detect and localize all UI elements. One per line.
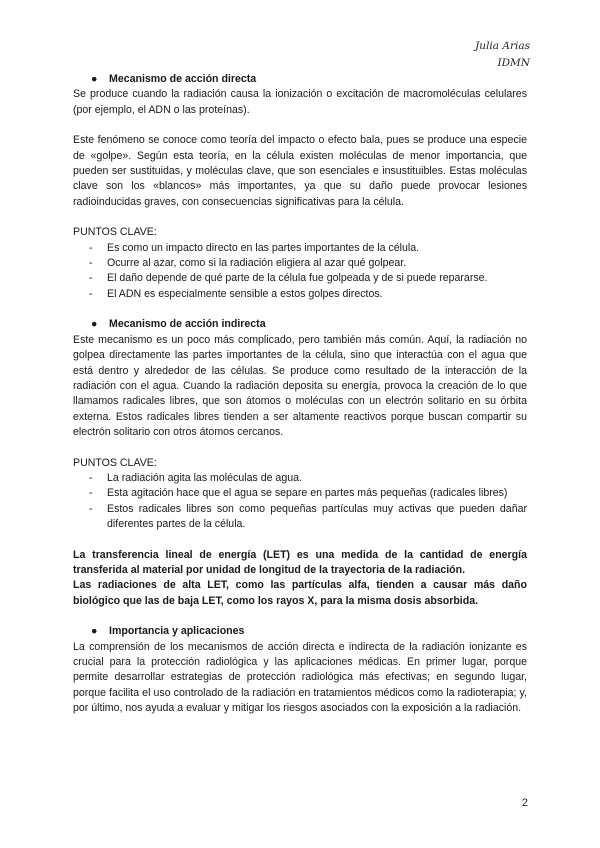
list-item: - Ocurre al azar, como si la radiación eligiera al azar qué golpear.	[89, 256, 527, 271]
list-item: - La radiación agita las moléculas de agua.	[89, 471, 527, 486]
subject-code: IDMN	[497, 57, 530, 69]
section-heading-direct: ● Mecanismo de acción directa	[91, 72, 527, 87]
page-header	[475, 38, 530, 72]
list-item: - Es como un impacto directo en las partes importantes de la célula.	[89, 241, 527, 256]
key-points-label: PUNTOS CLAVE:	[73, 456, 157, 469]
paragraph: Se produce cuando la radiación causa la ionización o excitación de macromoléculas celulares (por ejemplo, el ADN o las proteínas).	[73, 88, 527, 116]
bullet-icon: ●	[91, 318, 98, 331]
let-comparison: Las radiaciones de alta LET, como las partículas alfa, tienden a causar más daño biológico que las de baja LET, como los rayos X, para la misma dosis absorbida.	[73, 579, 527, 607]
list-item: - El daño depende de qué parte de la célula fue golpeada y de si puede repararse.	[89, 271, 527, 286]
paragraph: Este fenómeno se conoce como teoría del impacto o efecto bala, pues se produce una especie de «golpe». Según esta teoría, en la célula existen moléculas de menor importancia, que pueden ser sustituidas, y moléculas clave, que son esenciales e insustituibles. Estas moléculas clave son los «blancos» más importantes, ya que su daño puede provocar lesiones radioinducidas graves, con consecuencias significativas para la célula.	[73, 134, 527, 208]
bullet-icon: ●	[91, 73, 98, 85]
section-heading-indirect: ● Mecanismo de acción indirecta	[91, 317, 527, 332]
author-name: Julia Arias	[475, 40, 530, 52]
page-number: 2	[521, 797, 528, 809]
paragraph: Este mecanismo es un poco más complicado, pero también más común. Aquí, la radiación no golpea directamente las partes importantes de la célula, sino que interactúa con el agua que está dentro y alrededor de las células. Se produce como resultado de la interacción de la radiación con el agua. Cuando la radiación deposita su energía, provoca la creación de lo que llamamos radicales libres, que son átomos o moléculas con un electrón solitario en su órbita externa. Estos radicales libres tienden a ser altamente reactivos porque buscan compartir su electrón solitario con otros átomos cercanos.	[73, 333, 527, 439]
bullet-icon: ●	[91, 625, 98, 638]
section-heading-importance: ● Importancia y aplicaciones	[91, 624, 527, 639]
key-points-list	[73, 241, 527, 303]
list-item: - Estos radicales libres son como pequeñas partículas muy activas que pueden dañar diferentes partes de la célula.	[89, 502, 527, 533]
document-body	[73, 72, 527, 717]
key-points-label: PUNTOS CLAVE:	[73, 226, 157, 239]
paragraph: La comprensión de los mecanismos de acción directa e indirecta de la radiación ionizante es crucial para la protección radiológica y las aplicaciones médicas. En primer lugar, porque permite desarrollar estrategias de protección radiológica más efectivas; en segundo lugar, porque facilita el uso controlado de la radiación en tratamientos médicos como la radioterapia; y, por último, nos ayuda a evaluar y mitigar los riesgos asociados con la exposición a la radiación.	[73, 640, 527, 715]
list-item: - El ADN es especialmente sensible a estos golpes directos.	[89, 287, 527, 302]
let-definition: La transferencia lineal de energía (LET) es una medida de la cantidad de energía transferida al material por unidad de longitud de la trayectoria de la radiación.	[73, 548, 527, 576]
key-points-list	[73, 471, 527, 533]
list-item: - Esta agitación hace que el agua se separe en partes más pequeñas (radicales libres)	[89, 486, 527, 501]
